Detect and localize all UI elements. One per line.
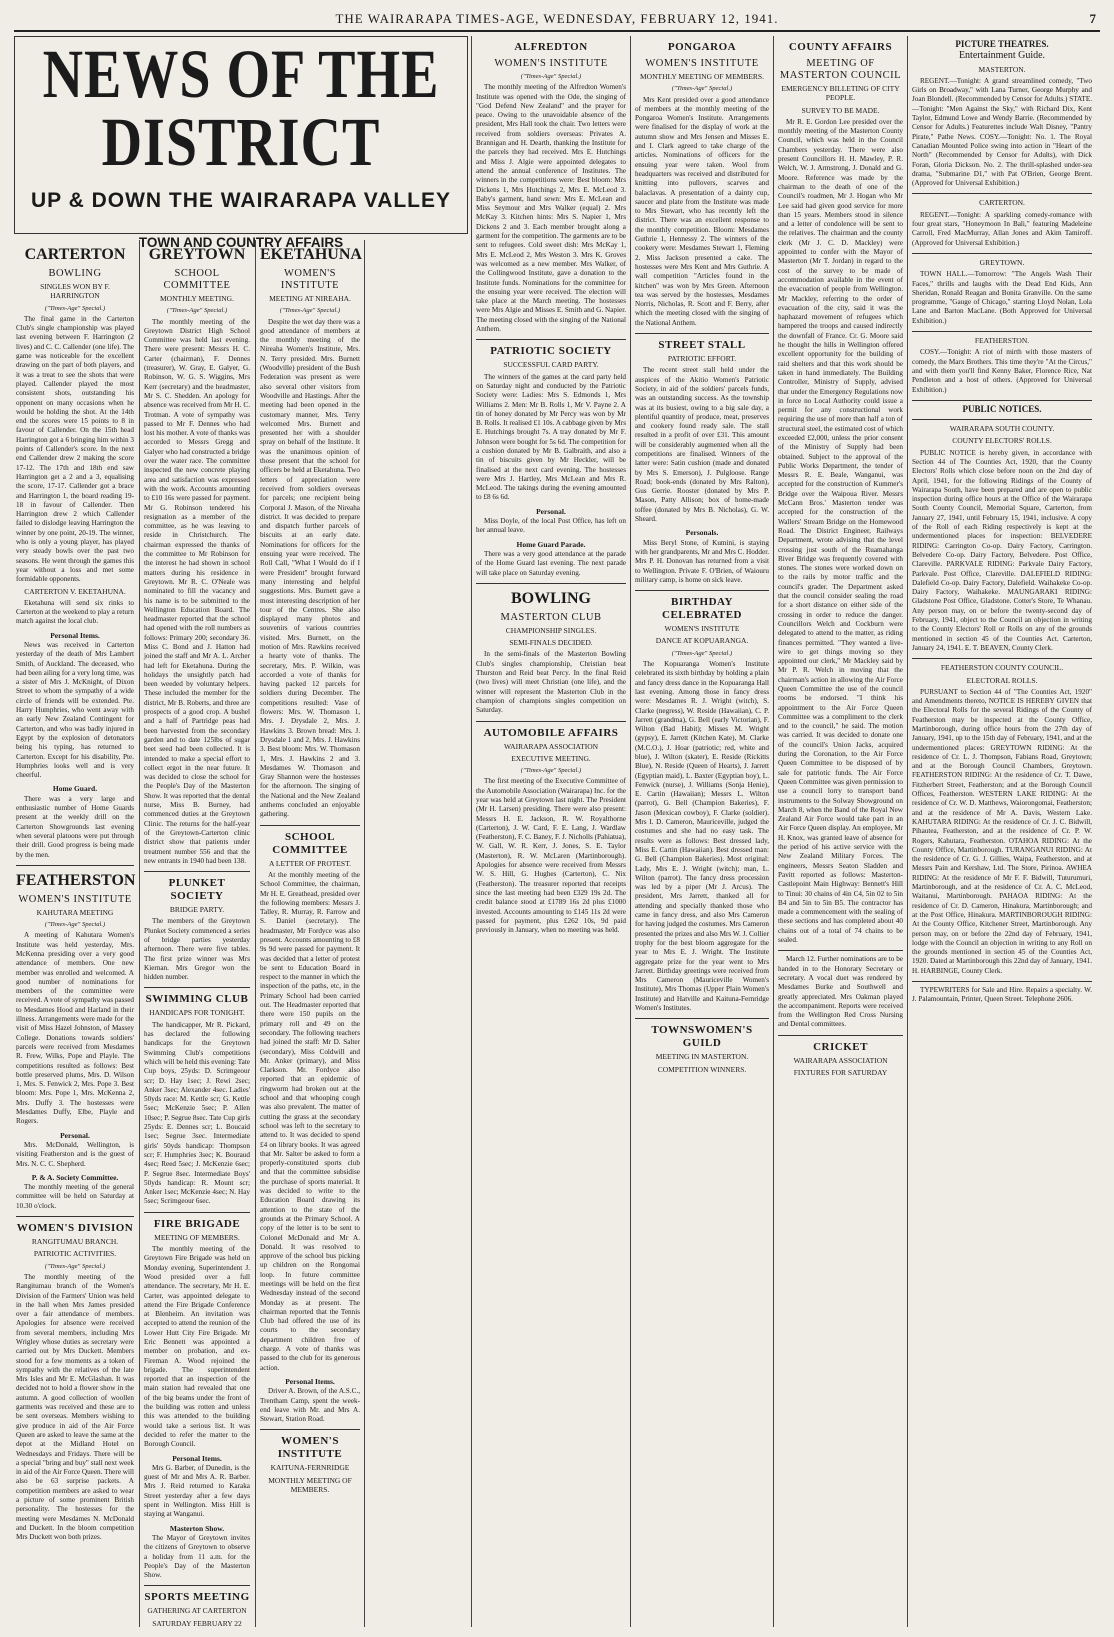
womens-division-sub2: PATRIOTIC ACTIVITIES. <box>33 1249 117 1259</box>
sports-sub: GATHERING AT CARTERTON <box>147 1606 247 1616</box>
eketahuna-sub2: MEETING AT NIREAHA. <box>269 294 351 303</box>
news-of-the-district-banner <box>14 36 468 250</box>
article-body: The recent street stall held under the auspices of the Akitio Women's Patriotic Society, in aid of the soldiers' parcels funds, was an outstanding success. As the township was at its busiest, owing to a big sale day, a plentiful quantity of produce, meat, preserves and cookery found ready sale. The stall resulted in a profit of over £31. This amount will be considerably augmented when all the competitions are finalised. Winners of the latter were: Satin cushion (made and donated by Mrs S. Emerson), J. Pulgloose. Range Road; book-ends (donated by Mrs Ralton), Gus Gerrie. Rooster (donated by Mrs P. Mason, Patty Allison; box of home-made toffee (donated by Mrs B. Nicholas), G. W. Sheard. <box>635 366 769 524</box>
divider <box>260 1429 360 1430</box>
swimming-heading: SWIMMING CLUB <box>145 993 249 1006</box>
article-body: The monthly meeting of the general committee will be held on Saturday at 10.30 o'clock. <box>16 1183 134 1210</box>
plunket-sub: BRIDGE PARTY. <box>169 905 225 915</box>
banner-section: TOWN AND COUNTRY AFFAIRS <box>138 235 344 250</box>
article-body: Miss Doyle, of the local Post Office, has left on her annual leave. <box>476 517 626 535</box>
greytown-sub: SCHOOL COMMITTEE <box>163 268 231 291</box>
alfredton-sub: WOMEN'S INSTITUTE <box>494 58 608 69</box>
article-body: Miss Beryl Stone, of Kumini, is staying with her grandparents, Mr and Mrs C. Hodder. Mrs P. H. Donovan has returned from a visit to Wellington. Private F. O'Brien, of Waiouru military camp, is home on sick leave. <box>635 538 769 584</box>
featherston-sub: WOMEN'S INSTITUTE <box>18 893 132 905</box>
column-alfredton <box>476 36 626 1629</box>
sports-sub2: SATURDAY FEBRUARY 22 <box>152 1618 242 1628</box>
entertainment-guide-heading: Entertainment Guide. <box>958 50 1046 62</box>
swimming-sub: HANDICAPS FOR TONIGHT. <box>149 1008 245 1018</box>
greytown-sub2: MONTHLY MEETING. <box>160 294 234 303</box>
fire-heading: FIRE BRIGADE <box>153 1217 241 1230</box>
column-eketahuna <box>260 240 360 1629</box>
article-body: At the monthly meeting of the School Committee, the chairman, Mr H. E. Greathead, presided over the following members: Messrs J. Talley, R. Murray, R. Farrow and S. Daniel (secretary). The headmaster, Mr Fordyce was also present. Accounts amounting to £8 9s 9d were passed for payment. It was decided that a letter of protest be sent to Education Board in respect to the manner in which the inspection of the paths, etc, in the Primary School had been carried out. The Headmaster reported that there were 150 pupils on the primary roll and 49 on the secondary. The following teachers had joined the staff: Mr D. Salter (secondary), Miss Coldwill and Mr. Anker (primary), and Miss Clarkson. Mr. Fordyce also reported that an epidemic of ringworm had broken out at the school and that whooping cough was also prevalent. The matter of cutting the grass at the secondary school was left to the secretary to attend to. It was decided to spend £4 on library books. It was agreed that Mr. Salter be asked to form a properly-constituted sports club and that the committee subsidise the purchase of sports material. It was decided to write to the Education Board drawing its attention to the state of the grounds at the Primary School. A copy of the letter is to be sent to Colonel McDonald and Mr A. Donald. It was resolved to approve of the school bus picking up children on the Rongomai loop. In future committee meetings will be held on the first Wednesday instead of the second Monday as at present. The chairman reported that the Tennis Club had offered the use of its courts to the secondary department children free of charge. A vote of thanks was passed to the club for its generous action. <box>260 870 361 1372</box>
divider <box>912 253 1092 254</box>
article-body: The handicapper, Mr R. Pickard, has declared the following handicaps for the Greytown Swimming Club's competitions which will be held this evening: Tate Cup boys, 25yds: D. Scrimgeour scr; D. Hay 1sec; J. Rewi 2sec; Anker 3sec; Alexander 4sec. Ladies' 50yds race: M. Kettle scr; G. Kettle 5sec; McKenzie 5sec; P. Allen 10sec; P. Segrue 8sec. Tate Cup girls 25yds: E. Dennes scr; L. Boucaid 1sec; Segrue 3sec. Intermediate girls' 50yds handicap: Thompson scr; F. Humphries 3sec; K. Bouraud 4sec; Reed 5sec; J. McKenzie 6sec; P. Segrue 8sec. Intermediate Boys' 50yds handicap: R. Mount scr; Anker 1sec; McKenzie 4sec; N. Hay 5sec; Scrimgeour 6sec. <box>144 1020 250 1206</box>
bowling-sub3: SEMI-FINALS DECIDED. <box>509 638 593 648</box>
townswomen-sub: MEETING IN MASTERTON. <box>655 1052 749 1062</box>
notices2-sub: ELECTORAL ROLLS. <box>966 675 1038 685</box>
subhead: Personal Items. <box>285 1376 335 1386</box>
wi-sub2: MONTHLY MEETING OF MEMBERS. <box>268 1475 352 1495</box>
article-body: There was a very large and enthusiastic number of Home Guards present at the weekly drill on the Carterton Showgrounds last evening when several platoons were put through their drill. Good progress is being made by the men. <box>16 794 134 859</box>
column-pongaroa <box>635 36 769 1629</box>
birthday-heading: BIRTHDAY CELEBRATED <box>662 596 742 622</box>
divider <box>16 865 134 866</box>
article-body: TOWN HALL.—Tomorrow: "The Angels Wash Their Faces," thrills and laughs with the Dead End Kids, Ann Sheridan, Ronald Reagan and Bonita Granville. On the same programme, "Gauge of Chicago," starring Lloyd Nolan, Lola Lane and Barton MacLane. (Both Approved for Universal Exhibition.) <box>912 270 1092 325</box>
special-credit: ("Times-Age" Special.) <box>44 1262 106 1270</box>
article-body: The members of the Greytown Plunket Society commenced a series of bridge parties yesterday afternoon. There were five tables. The first prize winner was Mrs Kiernan. Mrs Gregor won the hidden number. <box>144 917 250 982</box>
carterton-heading: CARTERTON. <box>979 198 1025 208</box>
article-body: COSY.—Tonight: A riot of mirth with those masters of comedy, the Marx Brothers. This time they're "At the Circus," and with them you'll find Kenny Baker, Florence Rice, Nat Pendleton and a host of others. (Approved for Universal Exhibition.) <box>912 348 1092 394</box>
subhead: Personal. <box>60 1130 90 1140</box>
picture-theatres-heading: PICTURE THEATRES. <box>955 39 1049 49</box>
masterton-heading: MASTERTON. <box>978 64 1026 74</box>
divider <box>144 987 250 988</box>
article-body: REGENT.—Tonight: A grand streamlined comedy, "Two Girls on Broadway," with Lana Turner, George Murphy and Joan Blondell. (Recommended by Censor for Adults.) STATE.—Tonight: "Men Against the Sky," with Richard Dix, Kent Taylor, Edmund Lowe and Wendy Barrie. (Recommended by Censor for Adults.) Featurettes include Walt Disney, "Pantry Pirate," Pathe News. COSY.—Tonight: No. 1. The Royal Canadian Mounted Police swing into action in "Heart of the North" (Recommended by Censor for Adults), with Dick Foran, Gloria Dickson. No. 2. The thrill-splashed under-sea drama, "Submarine D1," with Pat O'Brien, George Brent. (Approved for Universal Exhibition.) <box>912 76 1092 188</box>
column-rule <box>907 36 908 1627</box>
greytown-heading: GREYTOWN <box>148 246 246 263</box>
article-body: Mr R. E. Gordon Lee presided over the monthly meeting of the Masterton County Council, which was held in the Council Chambers yesterday. There were also present Councillors H. H. Mawley, P. R. Welch, W. J. Armstrong, J. Donald and G. Moore. Reference was made by the chairman to the death of one of the Council's roadmen, Mr J. Hogan who Mr Lee said had given good service for more than 15 years. Members stood in silence and a letter of condolence will be sent to the relatives. The chairman and the county clerk (Mr J. C. D. Mackley) were appointed to confer with the Mayor of Masterton (Mr T. Jordan) in regard to the cost of the survey to be made of accommodation available in the event of the evacuation of people from Wellington. Mr Mackley, referring to the order of evacuation of the city, said it was the haphazard movement of refugees which hampered the troops and caused indirectly the downfall of France. Cr. G. Moore said he thought the hills in Wellington offered excellent opportunity for the building of raid shelters and that this work should be taken in hand immediately. The Building Controller, Ministry of Supply, advised that under the Emergency Regulations now in force no Local Authority could issue a permit for any constructional work requiring the use of more than half a ton of structural steel, the estimated cost of which exceeded £2,000, unless the prior consent of the Ministry of Supply had been obtained. Subject to the approval of the Public Works Department, the tender of Messrs R. E. Beale, Wanganui, was accepted for the construction of Kummer's Bridge over the Waipoua River. Messrs McCann Bros.' Masterton tender was accepted for the construction of the Wallers' Stream Bridge on the Homewood Road. The District Engineer, Railways Department, wrote advising that the level crossing just south of the Ruamahanga River Bridge was frequently covered with stones. The stones were worked down on to the rails by motor traffic and the council's grader. The Department asked that the council consider sealing the road for a short distance on either side of the crossing in order to reduce the danger. Councillors Welch and Cockburn were delegated to attend to the matter, as riding finances permitted. "They wanted a live-wire to get things moving so they appointed our clerk," Mr Mackley said by Mr P. R. Welch in moving that the chairman's action in allowing the Air Force Queen Committee the use of the council rooms be endorsed. "I think his appointment to the Air Force Queen Committee was a compliment to the clerk and to the council," he said. The motion was carried. It was decided to donate one of the council's Union Jacks, acquired during the Coronation, to the Air Force Queen Committee to be disposed of by sale for patriotic funds. The Air Force Queen Committee was given permission to use a council lorry to transport band instruments to the Solway Showground on March 8, when the Band of the Royal New Zealand Air Force would take part in an Air Force Queen display. An employee, Mr H. Knox, was granted leave of absence for the period of his active service with the New Zealand Military Forces. The engineers, Messrs Seaton Sladden and Pavitt reported as follows: Masterton-Castlepoint Main Highway: Bennett's Hill to Tinui: 30 chains of 4in C4, 5in 02 to 5in B4 and 5in to 5in B5. The contractor has made a commencement with the sealing of these sections and has completed about 40 chains out of a total of 74 chains to be sealed. <box>778 117 903 945</box>
divider <box>912 331 1092 332</box>
county-sub2: EMERGENCY BILLETING OF CITY PEOPLE. <box>781 84 900 103</box>
subhead: Personal Items. <box>172 1453 222 1463</box>
subhead: Masterton Show. <box>169 1523 225 1533</box>
notices-sub2: COUNTY ELECTORS' ROLLS. <box>952 436 1052 446</box>
special-credit: ("Times-Age" Special.) <box>44 921 106 929</box>
subhead: Home Guard Parade. <box>516 539 586 549</box>
article-body: Mrs. McDonald, Wellington, is visiting Featherston and is the guest of Mrs. N. C. C. Shepherd. <box>16 1140 134 1168</box>
column-rule <box>630 36 631 1627</box>
school-heading: SCHOOL COMMITTEE <box>272 830 348 856</box>
sports-heading: SPORTS MEETING <box>144 1591 250 1604</box>
birthday-sub: WOMEN'S INSTITUTE <box>664 624 740 634</box>
carterton-sub: BOWLING <box>48 268 102 279</box>
article-body: The monthly meeting of the Greytown District High School Committee was held last evening. There were present: Messrs H. C. Carter (chairman), F. Dennes (treasurer), W. Gray, E. Galyer, G. Robinson, W. G. S. Wiggins, Mrs Kerr (secretary) and the headmaster, Mr S. C. Shedden. An apology for absence was received from Mr H. C. Trotman. A vote of sympathy was passed to Mr F. Dennes who had lost his mother. A vote of thanks was accorded to Messrs Gregg and Galyer who had constructed a bridge over the water race. The committee inspected the new concrete playing area and satisfaction was expressed with the work. Accounts amounting to £10 16s were passed for payment. Mr G. Robinson tendered his resignation as a member of the committee, as he was leaving to reside in Christchurch. The chairman expressed the thanks of the committee to Mr Robinson for the interest he had shown in school matters during his residence in Greytown. Mr R. C. O'Neale was nominated to fill the vacancy and his name is to be submitted to the Wellington Education Board. The headmaster reported that the school had opened with the roll numbers as follows: Primary 200; secondary 36. Miss C. Bond and J. Hatton had joined the staff and Mr A. L. Archer had left for Eketahuna. During the holidays the unsightly patch had been weeded by voluntary helpers. These included the member for the district, Mr B. Roberts, and three are prospects of a good crop. A bushel and a half of Partridge peas had been harvested from the secondary garden and to date 125lbs of sugar beet seed had been collected. It is intended to make a special effort to collect ergot in the near future. It was decided to close the school for the People's Day of the Masterton Show. It was reported that the dental nurse, Miss B. Burney, had commenced duties at the Greytown Clinic. The returns for the half-year of the Greytown-Carterton clinic district show that patients under treatment number 556 and that the new entrants in 1940 had been 138. <box>144 317 250 865</box>
banner-title: NEWS OF THE DISTRICT <box>42 37 440 181</box>
divider <box>476 583 626 584</box>
column-rule <box>773 36 774 1627</box>
divider <box>912 193 1092 194</box>
masthead-text: THE WAIRARAPA TIMES-AGE, WEDNESDAY, FEBRUARY 12, 1941. <box>335 11 779 26</box>
article-body: Mrs Kent presided over a good attendance of members at the monthly meeting of the Pongaroa Women's Institute. Arrangements were finalised for the display of work at the autumn show and Mrs Jensen and Misses E. and I. Clark agreed to take charge of the articles. Nominations of officers for the ensuing year were taken. Wool from headquarters was received and distributed for knitting into pullovers, scarves and balaclavas. A presentation of a dainty cup, saucer and plate from the Institute was made to Mrs Stewart, who has recently left the district. There was an excellent response to the monthly competition. Bloom: Mesdames Guthrie 1, Hennessy 2. The winners of the cookery were: Mesdames Stewart 1, Fleming 2. Miss Jackson presented a cake. The hostesses were Mrs Kent and Mrs Guthrie. A wall competition "Articles found in the kitchen" was won by Mrs Green. Afternoon tea was served by the hostesses, Mesdames Norris, Nicholas, R. Scott and F. Berry, after which the meeting closed with the singing of the National Anthem. <box>635 95 769 327</box>
street-stall-sub: PATRIOTIC EFFORT. <box>667 354 737 364</box>
alfredton-heading: ALFREDTON <box>514 41 588 53</box>
article-body: Despite the wet day there was a good attendance of members at the monthly meeting of the Nireaha Women's Institute, Mrs. N. Terry presided. Mrs. Burnett (Woodville) president of the Bush Federation was present as were also several other visitors from Woodville and Hastings. After the meeting had been opened in the customary manner, Mrs. Terry welcomed Mrs. Burnett and presented her with a shoulder spray on behalf of the Institute. It was the unanimous opinion of those present that the school for officers be held at Eketahuna. Two letters of appreciation were received from soldiers overseas for parcels; one recipient being Corporal J. Mason, of the Nireaha district. It was decided to prepare and dispatch further parcels of biscuits at an early date. Nominations for officers for the ensuing year were received. The Roll Call, "What I Would do if I were President" brought forward many interesting and helpful suggestions. Mrs. Burnett gave a most interesting description of her tour of the Centres. She also displayed many photos and souvenirs of various countries visited. Mrs. Burnett, on the motion of Mrs. Rawkins received a hearty vote of thanks. The secretary, Mrs. P. Wilkin, was accorded a vote of thanks for having packed 12 parcels for soldiers during December. The competitions resulted: Vase of flowers: Mrs. W. Thomason 1, Mrs. J. Drysdale 2, Mrs. J. Hawkins 3. Brown bread: Mrs. J. Drysdale 1 and 2, Mrs. J. Hawkins 3. Best bloom: Mrs. W. Thomason 1, Mrs. J. Hawkins 2 and 3. Mesdames W. Thomason and Gray Shannon were the hostesses for the afternoon. The singing of the National and the New Zealand anthems concluded an enjoyable gathering. <box>260 317 360 819</box>
article-body: News was received in Carterton yesterday of the death of Mrs Lambert Smith, of Auckland. The deceased, who had been ailing for a very long time, was a sister of Mrs J. McKnight, of Dixon Street to whom the sympathy of a wide circle of friends will be extended. Pte. Harry Humphries, who went away with an early New Zealand Contingent for Carterton, and who was badly injured in Egypt by the explosion of detonators being his typing, has returned to Carterton. Except for his disability, Pte. Humphries looks well and is very cheerful. <box>16 640 134 780</box>
divider <box>476 339 626 340</box>
special-credit: ("Times-Age" Special.) <box>671 85 733 93</box>
special-credit: ("Times-Age" Special.) <box>44 304 106 312</box>
subhead: Personals. <box>685 528 719 538</box>
special-credit: ("Times-Age" Special.) <box>671 649 733 657</box>
column-entertainment <box>912 36 1092 1629</box>
public-notices-heading: PUBLIC NOTICES. <box>962 403 1042 414</box>
article-body: A meeting of Kahutara Women's Institute was held yesterday, Mrs. McKenna presiding over a very good attendance of members. One new member was enrolled and welcomed. A good number of nominations for members of the committee were received. A vote of sympathy was passed to Mesdames Hood and Harland in their illness. Arrangements were made for the visit of Miss Hazel Johnston, of Massey College. Donations towards soldiers' parcels were received from Mesdames R. Frew, Wilks, Pope and Playle. The competitions resulted as follows: Best bottle preserved plums, Mrs. D. Wilson 1, Mrs. S. Fenwick 2, Mrs. Pope 3. Best bloom: Mrs. Pope 1, Mrs. McKenna 2, Mrs. Duffy 3. The hostesses were Mesdames Duffy, Elbe, Playle and Rogers. <box>16 931 134 1126</box>
subhead: Personal Items. <box>50 630 100 640</box>
greytown-heading: GREYTOWN. <box>979 257 1025 267</box>
featherston-heading: FEATHERSTON. <box>974 336 1030 346</box>
pongaroa-sub2: MONTHLY MEETING OF MEMBERS. <box>640 72 764 81</box>
article-body: In the semi-finals of the Masterton Bowling Club's singles championship, Christian beat Thurston and Reid beat Percy. In the final Reid (two lives) will meet Christian (one life), and the winner will represent the Masterton Club in the champion of champions singles competition on Saturday. <box>476 650 626 715</box>
column-carterton <box>16 240 134 1629</box>
notices-sub: WAIRARAPA SOUTH COUNTY. <box>949 424 1055 434</box>
column-rule <box>364 240 365 1627</box>
plunket-heading: PLUNKET SOCIETY <box>168 877 226 903</box>
county-sub: MEETING OF MASTERTON COUNCIL <box>779 58 902 81</box>
carterton-heading: CARTERTON <box>24 246 126 263</box>
pongaroa-sub: WOMEN'S INSTITUTE <box>645 58 759 69</box>
special-credit: ("Times-Age" Special.) <box>520 73 582 80</box>
cricket-heading: CRICKET <box>813 1040 868 1053</box>
subhead: Home Guard. <box>52 784 98 794</box>
featherston-sub2: KAHUTARA MEETING <box>36 907 114 917</box>
auto-sub: WAIRARAPA ASSOCIATION <box>503 741 599 751</box>
column-county-affairs <box>778 36 903 1629</box>
page-number: 7 <box>1089 11 1096 26</box>
divider <box>912 419 1092 420</box>
patriotic-heading: PATRIOTIC SOCIETY <box>490 345 612 358</box>
bowling-sub2: CHAMPIONSHIP SINGLES. <box>505 625 597 635</box>
article-body: The final game in the Carterton Club's single championship was played last evening between F. Harrington (2 lives) and C. C. Callender (one life). The game was noticeable for the excellent drawing on the part of both players, and it was a treat to see the shots that were played. Callender played the most consistent shots, outstanding his opponent on many occasions when he would be holding the shot. At the 14th end the scores were 15 points to 8 in favour of Callender. On the 15th head Harrington got a 6 bringing him within 3 points of Callender's score. In the next end Callender drew 2 making the score 17-12. The 17th and 18th end saw Harrington get a 2 and a 3, equalising the score, 17-17. Callender got a brace and Harrington 1, the board reading 19-18 in favour of Callender. Then Harrington drew 2 which Callender failed to dislodge leaving Harrington the winner by one point, 20-19. The winner, who is only a young player, has played very steady bowls over the past two seasons. He went through the games this year without a loss and met some formidable opponents. <box>16 314 134 584</box>
street-stall-heading: STREET STALL <box>658 339 746 352</box>
divider <box>144 1585 250 1586</box>
townswomen-sub2: COMPETITION WINNERS. <box>657 1064 747 1074</box>
auto-heading: AUTOMOBILE AFFAIRS <box>483 726 619 739</box>
divider <box>260 825 360 826</box>
divider <box>912 658 1092 659</box>
subhead: Personal. <box>536 506 566 516</box>
article-body: PUBLIC NOTICE is hereby given, in accordance with Section 44 of The Counties Act, 1920, that the County Electors' Rolls which close before noon on the 2nd day of April, 1941, for the following Ridings of the County of Wairarapa South, have been prepared and are open to public inspection during office hours at the Office of the Wairarapa South County Council, Memorial Square, Carterton, from January 27, 1941, until February 15, 1941, inclusive. A copy of the Roll of each Riding respectively is kept at the undermentioned places for inspection: BELVEDERE RIDING: Carrington Co-op. Dairy Factory, Carrington. Belvedere Co-op. Dairy Factory, Belvedere. Post Office, Clareville. PARKVALE RIDING: Parkvale Dairy Factory, Parkvale. Post Office, Clareville. DALEFIELD RIDING: Dalefield Co-op. Dairy Factory, Dalefield. Waihakeke Co-op. Dairy Factory, Waihakeke. MAUNGARAKI RIDING: Gladstone Post Office, Gladstone. Cotter's Store, Te Whanau. Any person may, on or before the twenty-second day of February, 1941, object to the Council an objection in writing to the County Electors' Roll or Rolls on any of the grounds mentioned in section 45 of the Counties Act. Carterton, January 24, 1941. E. T. BEAVEN, County Clerk. <box>912 448 1092 652</box>
column-rule <box>471 36 472 1627</box>
masthead <box>14 8 1100 32</box>
divider <box>476 721 626 722</box>
column-rule <box>255 240 256 1627</box>
article-body: Eketahuna will send six rinks to Carterton at the weekend to play a return match against the local club. <box>16 598 134 626</box>
article-body: March 12. Further nominations are to be handed in to the Honorary Secretary or secretary. A vocal duet was rendered by Mesdames Burke and Southwell and greatly appreciated. Mrs Oakman played the accompaniment. Reports were received from the Wellington Red Cross Nursing and Dental committees. <box>778 955 903 1029</box>
special-credit: ("Times-Age" Special.) <box>279 307 341 315</box>
divider <box>912 400 1092 401</box>
article-body: PURSUANT to Section 44 of "The Counties Act, 1920" and Amendments thereto, NOTICE IS HEREBY GIVEN that the Electoral Rolls for the several Ridings of the County of Featherston may be inspected at the County Office, Martinborough, during office hours from the 27th day of January, 1941, up to the 15th day of February, 1941, and at the undermentioned places: GREYTOWN RIDING: At the residence of Cr. L. J. Thompson, Fabians Road, Greytown; and at the Borough Council Chambers, Greytown. FEATHERSTON RIDING: At the residence of Cr. T. Dawe, Fitzherbert Street, Featherston; and at the Borough Council Offices, Featherston. WESTERN LAKE RIDING: At the residence of Cr. W. D. Matthews, Waiorongomai, Featherston; and at the residence of Mr A. Davis, Western Lake. KAHUTARA RIDING: At the residence of Cr. J. C. Bidwill, Pihautea, Featherston, and at the residence of Cr. P. W. Rogers, Kahutara, Featherston. OTAHOA RIDING: At the County Office, Martinborough. TURANGANUI RIDING: At the residence of Cr. G. J. Gillies, Waipa, Featherston, and at Messrs Pain and Kershaw, Ltd. The Store, Pirinoa. AWHEA RIDING: At the residence of Mr F. F. Bidwill, Tuturumuri, Martinborough, and at the residence of Cr. A. C. McLeod, Waitanui, Martinborough. PAHAOA RIDING: At the residence of Cr. D. Cameron, Hinakura, Martinborough; and at the Post Office, Hinakura. MARTINBOROUGH RIDING: At the County Office, Kitchener Street, Martinborough. Any person may, on or before the 22nd day of February, 1941, lodge with the Council an objection in writing to any Roll on the grounds mentioned in section 45 of the Counties Act, 1920. Dated at Martinborough this 22nd day of January, 1941. H. HARBINGE, County Clerk. <box>912 687 1092 975</box>
article-body: REGENT.—Tonight: A sparkling comedy-romance with four great stars, "Honeymoon In Bali," featuring Madeleine Carroll, Fred MacMurray, Allan Jones and Akim Tamiroff. (Approved for Universal Exhibition.) <box>912 210 1092 247</box>
divider <box>635 1018 769 1019</box>
divider <box>778 950 903 951</box>
pongaroa-heading: PONGAROA <box>667 41 737 53</box>
county-heading: COUNTY AFFAIRS <box>788 41 893 53</box>
article-body: There was a very good attendance at the parade of the Home Guard last evening. The next parade will take place on Saturday evening. <box>476 549 626 577</box>
divider <box>144 871 250 872</box>
special-credit: ("Times-Age" Special.) <box>520 767 582 775</box>
column-greytown <box>144 240 250 1629</box>
featherston-heading: FEATHERSTON <box>16 871 136 889</box>
divider <box>16 1216 134 1217</box>
column-rule <box>139 240 140 1627</box>
bowling-sub: MASTERTON CLUB <box>500 611 602 623</box>
patriotic-sub: SUCCESSFUL CARD PARTY. <box>503 360 599 370</box>
article-body: The monthly meeting of the Alfredton Women's Institute was opened with the Ode, the singing of "God Defend New Zealand" and the prayer for peace. Owing to the unavoidable absence of the president, Mrs Hall took the chair. Two letters were received from soldiers overseas: Privates A. Brannigan and H. Dearth, thanking the Institute for the parcels they had received. Mrs E. Hutchings and Miss J. Algie were appointed delegates to attend the annual conference of Institutes. The winners in the competitions were: Best bloom: Mrs Dickens 1, Mrs Hutchings 2, Mrs E. McLeod 3. Baby's garment, hand sewn: Mrs E. McLean and Miss Seymour and Mrs Walker (equal) 2. Mrs McKay 3. Kitchen hints: Mrs S. Napier 1, Mrs Dickens 2 and 3. Each member brought along a garment for the competition. The garments are to be sent to refugees. Cold sweet dish: Mrs McKay 1, Mrs E. McLeod 2, Mrs Weston 3. Mrs K. Groves was welcomed as a new member. Mrs Walker, of the Collingwood Institute, gave a donation to the Institute funds. Nominations for the committee for the ensuing year were received. The election will take place at the March meeting. The hostesses were Mrs Algie and Misses E. Smith and G. Napier. The meeting closed with the singing of the National Anthem. <box>476 83 626 334</box>
wi-heading: WOMEN'S INSTITUTE <box>277 1435 343 1461</box>
fire-sub: MEETING OF MEMBERS. <box>154 1232 240 1242</box>
divider <box>144 1212 250 1213</box>
divider <box>912 981 1092 982</box>
notices2-heading: FEATHERSTON COUNTY COUNCIL. <box>940 663 1064 673</box>
divider <box>635 590 769 591</box>
school-sub: A LETTER OF PROTEST. <box>269 858 351 868</box>
article-body: The winners of the games at the card party held on Saturday night and conducted by the Patriotic Society were: Ladies: Mrs S. Edmonds 1, Mrs Williams 2. Men: Mr B. Rolls 1, Mr V. Payne 2. A tin of honey donated by Mr Percy was won by Mr B. Rolls. It realised £1 10s. A cabbage given by Mrs E. Hutchings brought 7s. A tray donated by Mr F. Johnson were bought for 5s 6d. The competition for a cushion donated by Mr B. Galbraith, and also a tin of biscuits given by Mr Heckler, will be finalised at the next card evening. The hostesses were Mrs J. Hartley, Mrs McLean and Mrs R. McLeod. The takings during the evening amounted to £8 6s 6d. <box>476 372 626 502</box>
divider <box>778 1035 903 1036</box>
article-body: Mrs G. Barber, of Dunedin, is the guest of Mr and Mrs A. R. Barber. Mrs J. Reid returned to Karaka Street yesterday after a few days spent in Wellington. Miss Hill is staying at Wanganui. <box>144 1463 250 1519</box>
wi-sub: KAITUNA-FERNRIDGE <box>270 1463 350 1473</box>
birthday-sub2: DANCE AT KOPUARANGA. <box>655 636 749 646</box>
banner-subtitle: UP & DOWN THE WAIRARAPA VALLEY <box>30 189 452 212</box>
eketahuna-heading: EKETAHUNA <box>260 246 362 263</box>
county-sub3: SURVEY TO BE MADE. <box>801 105 880 115</box>
carterton-sub2: SINGLES WON BY F. HARRINGTON <box>40 282 110 301</box>
article-body: The monthly meeting of the Rangitumau branch of the Women's Division of the Farmers' Union was held in the hall when Mrs James presided over a fair attendance of members. Apologies for absence were received from several members, including Mrs Wrigley whose duties as secretary were carried out by Mrs Duckett. Members stood for a few moments as a token of sympathy with the relatives of the late Mrs Isles and Mr E. McGlashan. It was decided not to hold a flower show in the autumn. A good collection of woollen garments was received and these are to be sent overseas. Members wishing to give produce in aid of the Air Force Queen are asked to leave the same at the depot at the Midland Hotel on Wednesdays and Fridays. There will be a special "bring and buy" stall next week in aid of the Air Force Queen. There will also be 63 surprise packets. A competition members are asked to wear a picture of some prominent British personality. The hostesses for the meeting were Mesdames N. McDonald and Duckett. In the bloom competition Mrs Duckett won both prizes. <box>16 1272 134 1542</box>
special-credit: ("Times-Age" Special.) <box>166 307 228 315</box>
townswomen-heading: TOWNSWOMEN'S GUILD <box>651 1024 753 1050</box>
divider <box>635 333 769 334</box>
article-body: The Kopuaranga Women's Institute celebrated its sixth birthday by holding a plain and fancy dress dance in the Kopuaranga Hall last evening. Among those in fancy dress were: Mesdames R. J. Wright (witch), S. Clarke (negress), W. Reside (Hawaiian), C. P. Jarrett (grandma), G. Bell (early Victorian), F. Wilton (Bad Habit); Misses M. Wright (gypsy), E. Jarrett (Kitchen Kate), M. Clarke (M.C.O.), J. Hoar (patriotic; red, white and blue), J. Wilton (skater), E. Reside (Rickitts Blue), N. Reside (Queen of Hearts), J. Jarrett (Egyptian maid), L. Baxter (Egyptian boy), L. Fenwick (nurse), J. Williams (Sonja Henie), E. Cartin (Hawaiian); Messrs L. Wilton (parrot), G. Bell (Champion Bakeries), F. Jason (Mexican cowboy), F. Clarke (soldier). Mrs I. D. Cameron, Mauriceville, judged the costumes and she had no easy task. The results were as follows: Best dressed lady, Miss E. Cartin (Hawaiian). Best dressed man: G. Bell (Champion Bakeries). Most original: Lady, Mrs E. J. Wright (witch); man, L. Wilton (parrot). The fancy dress procession was led by a piper (Mr J. Arcus). The president, Mrs Jarrett, thanked all for attending and specially thanked those who came in fancy dress, and also Mrs Cameron for having judged the costumes. Mrs Cameron presented the prizes and also Mrs W. J. Collier trophy for the best bloom aggregate for the year to Mrs E. J. Wright. The Institute aggregate prize for the year went to Mrs Jarrett. Birthday greetings were received from Mrs Cameron (Mauriceville Women's Institute), Mrs Thomas (Upper Plain Women's Institute) and Hatville and Kaituna-Fernridge Women's Institutes. <box>635 660 769 1013</box>
subhead: P. & A. Society Committee. <box>31 1172 119 1182</box>
cricket-sub: WAIRARAPA ASSOCIATION <box>793 1055 888 1065</box>
bowling-heading: BOWLING <box>510 589 591 607</box>
article-body: The Mayor of Greytown invites the citizens of Greytown to observe a holiday from 11 a.m. for the People's Day of the Masterton Show. <box>144 1533 250 1580</box>
cricket-sub2: FIXTURES FOR SATURDAY <box>793 1067 888 1077</box>
article-body: Driver A. Brown, of the A.S.C., Trentham Camp, spent the week-end leave with Mr. and Mrs A. Stewart, Station Road. <box>260 1387 360 1424</box>
eketahuna-sub: WOMEN'S INSTITUTE <box>280 268 340 291</box>
carterton-sub3: CARTERTON V. EKETAHUNA. <box>24 586 126 596</box>
auto-sub2: EXECUTIVE MEETING. <box>511 753 591 763</box>
article-body: The first meeting of the Executive Committee of the Automobile Association (Wairarapa) Inc. for the year was held at Greytown last night. The President (Mr H. Larsen) presiding. There were also present: Messrs H. E. Jackson, R. W. Royalthorne (Carterton), J. W. Card, F. E. Lang, J. Wardlaw (Featherston), F. C. Baney, F. J. Nicholls (Pahiatua), W. Gall, W. R. Kerr, J. Jones, S. E. Taylor (Masterton), R. W. McLaren (Martinborough). Apologies for absence were received from Messrs W. S. Hill, G. Hughes (Carterton), C. Nix (Featherston). The treasurer reported that receipts since the last meeting had been £329 19s 2d. The credit balance stood at £1789 16s 2d plus £1000 invested. Accounts amounting to £145 11s 2d were passed for payment, plus £262 10s, 9d paid previously in January, when no meeting was held. <box>476 777 626 935</box>
classified-ad: TYPEWRITERS for Sale and Hire. Repairs a specialty. W. J. Palamountain, Printer, Queen Street. Telephone 2606. <box>912 986 1092 1004</box>
article-body: The monthly meeting of the Greytown Fire Brigade was held on Monday evening, Superintendent J. Wood presided over a full attendance. The secretary, Mr H. E. Carter, was appointed delegate to attend the Fire Brigade Conference at Blenheim. An invitation was accepted to attend the reunion of the Lower Hutt City Fire Brigade. Mr Eric Bennett was appointed a member on probation, and ex-Fireman A. Wood rejoined the brigade. The superintendent reported that an inspection of the main station had revealed that one of the big beams under the front of the building was rotten and unless this was attended to the building would take a serious list. It was decided to refer the matter to the Borough Council. <box>144 1245 250 1449</box>
womens-division-heading: WOMEN'S DIVISION <box>16 1222 134 1235</box>
womens-division-sub: RANGITUMAU BRANCH. <box>31 1237 119 1247</box>
